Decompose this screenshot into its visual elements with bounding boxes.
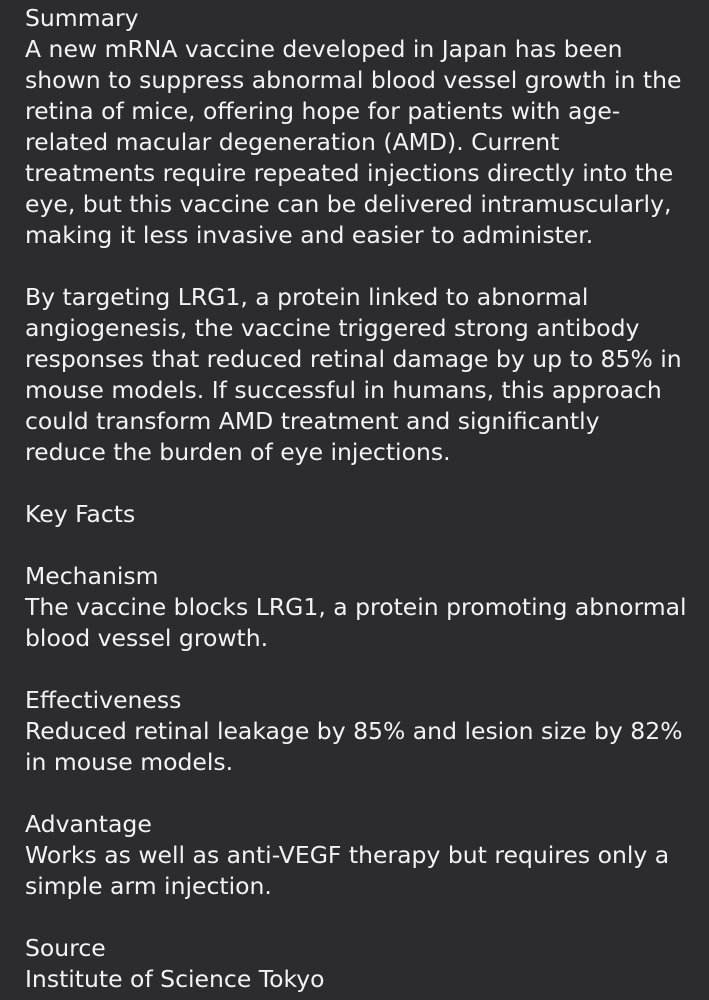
blank-line bbox=[25, 778, 687, 809]
advantage-heading: Advantage bbox=[25, 810, 152, 838]
source-heading: Source bbox=[25, 934, 106, 962]
effectiveness-heading: Effectiveness bbox=[25, 686, 182, 714]
mechanism-text: The vaccine blocks LRG1, a protein promoting abnormal blood vessel growth. bbox=[25, 593, 687, 652]
blank-line bbox=[25, 251, 687, 282]
blank-line bbox=[25, 530, 687, 561]
blank-line bbox=[25, 654, 687, 685]
key-facts-heading: Key Facts bbox=[25, 500, 136, 528]
effectiveness-text: Reduced retinal leakage by 85% and lesion size by 82% in mouse models. bbox=[25, 717, 683, 776]
blank-line bbox=[25, 468, 687, 499]
advantage-text: Works as well as anti-VEGF therapy but requires only a simple arm injection. bbox=[25, 841, 670, 900]
source-text: Institute of Science Tokyo bbox=[25, 965, 325, 993]
blank-line bbox=[25, 902, 687, 933]
summary-paragraph-2: By targeting LRG1, a protein linked to abnormal angiogenesis, the vaccine triggered strong antibody responses that reduced retinal damage by up to 85% in mouse models. If successful in humans, this approach could transform AMD treatment and significantly reduce the burden of eye injections. bbox=[25, 283, 682, 466]
summary-paragraph-1: A new mRNA vaccine developed in Japan has been shown to suppress abnormal blood vessel growth in the retina of mice, offering hope for patients with age-related macular degeneration (AMD). Current treatments require repeated injections directly into the eye, but this vaccine can be delivered intramuscularly, making it less invasive and easier to administer. bbox=[25, 35, 682, 249]
mechanism-heading: Mechanism bbox=[25, 562, 159, 590]
summary-heading: Summary bbox=[25, 4, 139, 32]
